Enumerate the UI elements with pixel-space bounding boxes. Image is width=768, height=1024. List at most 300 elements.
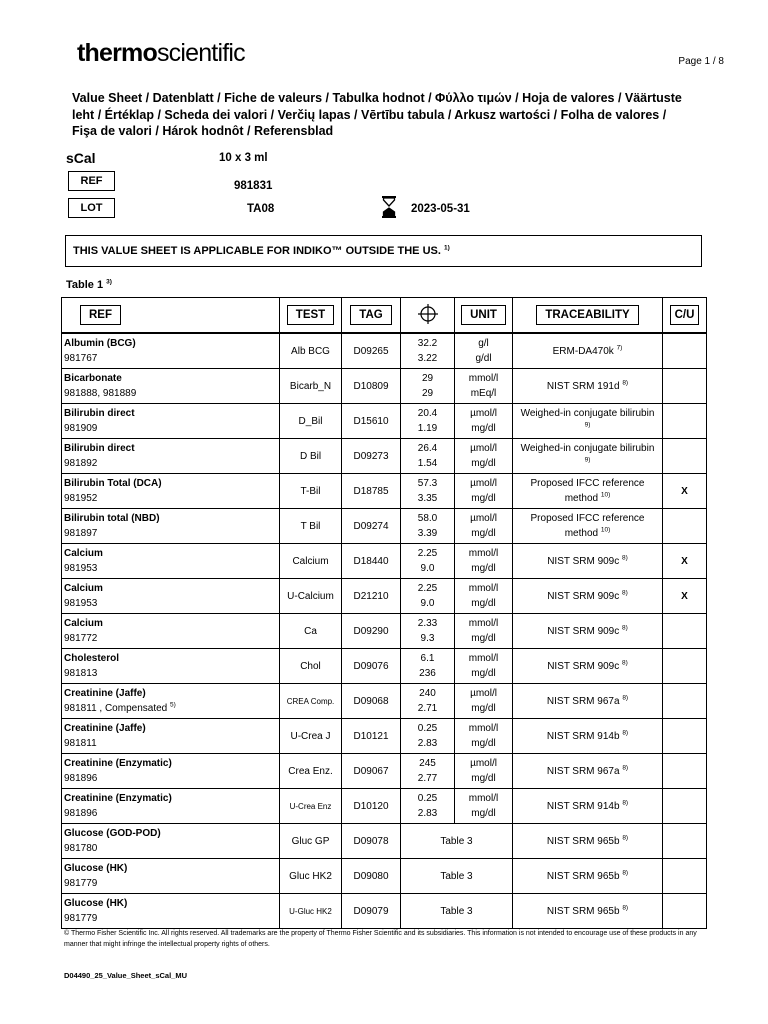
analyte-ref — [64, 876, 279, 891]
tag-cell — [342, 719, 401, 754]
table-row — [62, 474, 707, 509]
cu-cell — [663, 719, 707, 754]
test-code: Crea Enz. — [288, 765, 333, 777]
header-cu-cell — [663, 298, 707, 334]
target-value-si: 26.4 — [417, 443, 438, 454]
unit-cell — [455, 614, 513, 649]
unit-conv: mg/dl — [471, 423, 496, 434]
analyte-ref — [64, 561, 279, 576]
target-value-cell — [401, 684, 455, 719]
cu-cell — [663, 649, 707, 684]
test-code: Gluc HK2 — [289, 870, 332, 882]
unit-conv: mg/dl — [471, 703, 496, 714]
unit-si: mmol/l — [468, 653, 499, 664]
cu-cell — [663, 824, 707, 859]
traceability-text: NIST SRM 909c — [547, 660, 620, 672]
cu-cell — [663, 474, 707, 509]
tag-code: D18440 — [353, 555, 389, 567]
traceability-text: Proposed IFCC reference method — [530, 513, 645, 539]
analyte-cell — [62, 719, 280, 754]
table-row — [62, 544, 707, 579]
analyte-cell — [62, 544, 280, 579]
analyte-name: Calcium — [64, 548, 103, 559]
tag-cell — [342, 439, 401, 474]
target-value-cell — [401, 439, 455, 474]
table-row — [62, 579, 707, 614]
unit-cell — [455, 719, 513, 754]
tag-code: D15610 — [353, 415, 389, 427]
cu-cell — [663, 614, 707, 649]
table-reference: Table 3 — [440, 835, 473, 847]
header-cu: C/U — [670, 305, 700, 325]
target-value-cell — [401, 614, 455, 649]
table-row — [62, 894, 707, 929]
target-value-si: 2.33 — [417, 618, 438, 629]
unit-si: µmol/l — [470, 408, 497, 419]
target-value-si: 20.4 — [417, 408, 438, 419]
tag-code: D09290 — [353, 625, 389, 637]
traceability-text: NIST SRM 914b — [546, 730, 620, 742]
unit-cell — [455, 439, 513, 474]
header-ref-cell — [62, 298, 280, 334]
test-cell — [280, 404, 342, 439]
target-value-cell — [401, 474, 455, 509]
unit-conv: g/dl — [475, 353, 492, 364]
unit-si: g/l — [478, 338, 489, 349]
target-value-cell — [401, 649, 455, 684]
traceability-footnote: 9) — [584, 421, 591, 429]
analyte-cell — [62, 789, 280, 824]
document-id: D04490_25_Value_Sheet_sCal_MU — [64, 971, 187, 980]
cu-cell — [663, 894, 707, 929]
target-value-si: 58.0 — [417, 513, 438, 524]
tag-code: D10121 — [353, 730, 389, 742]
analyte-cell — [62, 439, 280, 474]
traceability-cell — [513, 474, 663, 509]
analyte-ref — [64, 491, 279, 506]
traceability-footnote: 10) — [600, 526, 611, 534]
traceability-cell — [513, 404, 663, 439]
test-code: Gluc GP — [291, 835, 330, 847]
test-cell — [280, 684, 342, 719]
target-value-conv: 1.19 — [417, 423, 438, 434]
test-code: Calcium — [292, 555, 329, 567]
unit-si: µmol/l — [470, 513, 497, 524]
ref-footnote: 5) — [170, 701, 176, 709]
analyte-cell — [62, 579, 280, 614]
analyte-cell — [62, 614, 280, 649]
traceability-footnote: 10) — [600, 491, 611, 499]
traceability-text: Proposed IFCC reference method — [530, 478, 645, 504]
unit-si: µmol/l — [470, 478, 497, 489]
test-code: D Bil — [299, 450, 322, 462]
unit-cell — [455, 684, 513, 719]
table-row — [62, 369, 707, 404]
target-value-conv: 2.83 — [417, 808, 438, 819]
cu-mark: X — [681, 590, 688, 602]
cu-cell — [663, 684, 707, 719]
unit-conv: mEq/l — [470, 388, 497, 399]
analyte-name: Creatinine (Jaffe) — [64, 688, 146, 699]
brand-part2: scientific — [156, 39, 245, 67]
tag-code: D09078 — [353, 835, 389, 847]
table-row — [62, 859, 707, 894]
cu-cell — [663, 789, 707, 824]
analyte-ref-number: 981779 — [64, 878, 98, 889]
analyte-ref — [64, 456, 279, 471]
target-value-conv: 3.22 — [417, 353, 438, 364]
traceability-cell — [513, 894, 663, 929]
lot-label: LOT — [68, 198, 115, 218]
target-value-conv: 3.35 — [417, 493, 438, 504]
analyte-cell — [62, 649, 280, 684]
expiry-hourglass-icon — [382, 196, 396, 223]
unit-cell — [455, 333, 513, 369]
traceability-text: NIST SRM 965b — [546, 835, 620, 847]
analyte-ref — [64, 351, 279, 366]
analyte-name: Glucose (HK) — [64, 863, 128, 874]
tag-cell — [342, 649, 401, 684]
analyte-ref-number: 981767 — [64, 353, 98, 364]
traceability-text: Weighed-in conjugate bilirubin — [520, 443, 655, 454]
page-number: Page 1 / 8 — [678, 56, 724, 67]
target-value-conv: 2.77 — [417, 773, 438, 784]
traceability-text: NIST SRM 967a — [546, 695, 620, 707]
traceability-footnote: 9) — [584, 456, 591, 464]
target-value-cell — [401, 754, 455, 789]
tag-cell — [342, 859, 401, 894]
test-cell — [280, 333, 342, 369]
tag-cell — [342, 369, 401, 404]
traceability-footnote: 8) — [622, 624, 628, 632]
cu-cell — [663, 439, 707, 474]
unit-si: mmol/l — [468, 583, 499, 594]
tag-code: D10120 — [353, 800, 389, 812]
cu-cell — [663, 544, 707, 579]
tag-cell — [342, 579, 401, 614]
unit-cell — [455, 789, 513, 824]
header-tag: TAG — [350, 305, 391, 325]
analyte-ref-number: 981811 , Compensated — [64, 703, 168, 714]
table-row — [62, 824, 707, 859]
tag-code: D10809 — [353, 380, 389, 392]
analyte-ref — [64, 806, 279, 821]
tag-cell — [342, 614, 401, 649]
tag-code: D09076 — [353, 660, 389, 672]
analyte-ref — [64, 736, 279, 751]
value-table — [61, 297, 707, 929]
product-size: 10 x 3 ml — [219, 152, 268, 164]
test-code: D_Bil — [298, 415, 323, 427]
unit-conv: mg/dl — [471, 773, 496, 784]
unit-si: mmol/l — [468, 618, 499, 629]
cu-cell — [663, 404, 707, 439]
cu-mark: X — [681, 555, 688, 567]
traceability-text: NIST SRM 965b — [546, 905, 620, 917]
target-value-cell — [401, 509, 455, 544]
analyte-ref — [64, 911, 279, 926]
analyte-cell — [62, 894, 280, 929]
analyte-name: Glucose (HK) — [64, 898, 128, 909]
applicability-notice — [65, 235, 702, 267]
traceability-cell — [513, 509, 663, 544]
test-cell — [280, 544, 342, 579]
analyte-name: Creatinine (Jaffe) — [64, 723, 146, 734]
table-row — [62, 404, 707, 439]
analyte-ref-number: 981952 — [64, 493, 98, 504]
table-row — [62, 439, 707, 474]
traceability-text: Weighed-in conjugate bilirubin — [520, 408, 655, 419]
table-row — [62, 719, 707, 754]
header-ref: REF — [80, 305, 121, 325]
analyte-ref — [64, 631, 279, 646]
analyte-ref-number: 981811 — [64, 738, 97, 749]
analyte-name: Bilirubin Total (DCA) — [64, 478, 162, 489]
target-value-si: 2.25 — [417, 583, 438, 594]
traceability-cell — [513, 754, 663, 789]
test-code: T-Bil — [300, 485, 321, 497]
analyte-cell — [62, 404, 280, 439]
test-cell — [280, 474, 342, 509]
traceability-cell — [513, 824, 663, 859]
unit-cell — [455, 509, 513, 544]
tag-code: D09068 — [353, 695, 389, 707]
test-cell — [280, 754, 342, 789]
traceability-cell — [513, 859, 663, 894]
ref-value: 981831 — [234, 180, 273, 192]
table-title — [66, 279, 112, 291]
traceability-footnote: 8) — [622, 554, 628, 562]
traceability-cell — [513, 684, 663, 719]
cu-cell — [663, 859, 707, 894]
analyte-name: Bilirubin direct — [64, 443, 135, 454]
unit-cell — [455, 544, 513, 579]
tag-code: D21210 — [353, 590, 389, 602]
header-unit: UNIT — [461, 305, 506, 325]
test-cell — [280, 369, 342, 404]
table-header-row — [62, 298, 707, 334]
test-code: Alb BCG — [291, 345, 330, 357]
traceability-cell — [513, 579, 663, 614]
unit-si: mmol/l — [468, 793, 499, 804]
unit-cell — [455, 404, 513, 439]
cu-cell — [663, 369, 707, 404]
cu-cell — [663, 754, 707, 789]
header-traceability-cell — [513, 298, 663, 334]
target-crosshair-icon — [417, 303, 439, 325]
target-value-conv: 3.39 — [417, 528, 438, 539]
analyte-ref-number: 981892 — [64, 458, 98, 469]
traceability-cell — [513, 369, 663, 404]
test-code: U-Crea Enz — [289, 801, 332, 811]
test-cell — [280, 509, 342, 544]
traceability-footnote: 8) — [622, 694, 629, 702]
unit-si: mmol/l — [468, 373, 499, 384]
traceability-footnote: 8) — [622, 904, 629, 912]
test-code: Chol — [300, 660, 321, 672]
target-value-cell — [401, 719, 455, 754]
analyte-ref-number: 981897 — [64, 528, 98, 539]
target-unit-merged-cell — [401, 859, 513, 894]
table-reference: Table 3 — [440, 870, 473, 882]
header-tag-cell — [342, 298, 401, 334]
document-title: Value Sheet / Datenblatt / Fiche de valeurs / Tabulka hodnot / Φύλλο τιμών / Hoja de valores / Väärtuste leht / Értéklap / Scheda dei valori / Verčių lapas / Vērtību tabula / Arkusz wartości / Folha de valores / Fişa de valori / Hárok hodnôt / Referensblad — [72, 91, 682, 138]
test-cell — [280, 649, 342, 684]
traceability-text: NIST SRM 909c — [547, 625, 620, 637]
test-cell — [280, 859, 342, 894]
analyte-ref — [64, 666, 279, 681]
test-code: CREA Comp. — [286, 696, 335, 706]
target-value-cell — [401, 544, 455, 579]
target-value-cell — [401, 333, 455, 369]
unit-si: µmol/l — [470, 443, 497, 454]
tag-code: D09273 — [353, 450, 389, 462]
test-cell — [280, 894, 342, 929]
table-row — [62, 614, 707, 649]
traceability-cell — [513, 719, 663, 754]
unit-conv: mg/dl — [471, 633, 496, 644]
analyte-name: Bicarbonate — [64, 373, 122, 384]
traceability-cell — [513, 789, 663, 824]
analyte-ref-number: 981909 — [64, 423, 98, 434]
tag-cell — [342, 404, 401, 439]
target-value-cell — [401, 369, 455, 404]
analyte-name: Albumin (BCG) — [64, 338, 136, 349]
tag-cell — [342, 474, 401, 509]
analyte-cell — [62, 684, 280, 719]
traceability-text: NIST SRM 914b — [546, 800, 620, 812]
traceability-text: ERM-DA470k — [552, 345, 614, 357]
target-value-conv: 9.0 — [420, 563, 435, 574]
target-value-conv: 1.54 — [417, 458, 438, 469]
traceability-footnote: 8) — [622, 869, 629, 877]
test-code: U-Crea J — [290, 730, 331, 742]
tag-cell — [342, 824, 401, 859]
test-code: U-Gluc HK2 — [289, 906, 332, 916]
tag-code: D09079 — [353, 905, 389, 917]
unit-cell — [455, 474, 513, 509]
test-cell — [280, 579, 342, 614]
target-value-conv: 9.3 — [420, 633, 435, 644]
test-code: Bicarb_N — [289, 380, 332, 392]
analyte-cell — [62, 824, 280, 859]
tag-cell — [342, 894, 401, 929]
tag-cell — [342, 789, 401, 824]
target-value-si: 57.3 — [417, 478, 438, 489]
target-value-si: 245 — [419, 758, 436, 769]
target-value-si: 6.1 — [420, 653, 435, 664]
analyte-ref-number: 981772 — [64, 633, 98, 644]
analyte-cell — [62, 369, 280, 404]
analyte-name: Creatinine (Enzymatic) — [64, 758, 172, 769]
target-value-conv: 29 — [421, 388, 434, 399]
table-title-footnote: 3) — [106, 278, 112, 286]
traceability-cell — [513, 439, 663, 474]
traceability-cell — [513, 614, 663, 649]
analyte-ref-number: 981896 — [64, 773, 98, 784]
table-reference: Table 3 — [440, 905, 473, 917]
target-value-si: 0.25 — [417, 723, 438, 734]
table-row — [62, 684, 707, 719]
traceability-cell — [513, 333, 663, 369]
analyte-ref — [64, 841, 279, 856]
tag-cell — [342, 333, 401, 369]
analyte-ref-number: 981779 — [64, 913, 98, 924]
header-test: TEST — [287, 305, 334, 325]
table-row — [62, 754, 707, 789]
traceability-footnote: 8) — [622, 659, 628, 667]
tag-code: D18785 — [353, 485, 389, 497]
cu-cell — [663, 509, 707, 544]
unit-si: mmol/l — [468, 723, 499, 734]
traceability-text: NIST SRM 909c — [547, 590, 620, 602]
traceability-footnote: 7) — [616, 344, 623, 352]
tag-cell — [342, 509, 401, 544]
traceability-footnote: 8) — [622, 799, 629, 807]
unit-cell — [455, 754, 513, 789]
unit-si: µmol/l — [470, 758, 497, 769]
traceability-footnote: 8) — [622, 729, 629, 737]
brand-part1: thermo — [77, 39, 157, 67]
analyte-ref-number: 981780 — [64, 843, 98, 854]
unit-conv: mg/dl — [471, 808, 496, 819]
analyte-ref-number: 981888, 981889 — [64, 388, 137, 399]
analyte-ref-number: 981953 — [64, 563, 98, 574]
target-value-cell — [401, 579, 455, 614]
test-code: U-Calcium — [287, 590, 334, 602]
analyte-cell — [62, 509, 280, 544]
traceability-text: NIST SRM 967a — [546, 765, 620, 777]
unit-conv: mg/dl — [471, 458, 496, 469]
target-value-conv: 2.83 — [417, 738, 438, 749]
analyte-ref — [64, 386, 279, 401]
header-traceability: TRACEABILITY — [536, 305, 638, 325]
table-title-text: Table 1 — [66, 279, 104, 291]
analyte-cell — [62, 859, 280, 894]
analyte-cell — [62, 474, 280, 509]
notice-footnote: 1) — [443, 244, 450, 252]
unit-conv: mg/dl — [471, 668, 496, 679]
unit-conv: mg/dl — [471, 738, 496, 749]
ref-label: REF — [68, 171, 115, 191]
target-value-si: 240 — [419, 688, 436, 699]
unit-cell — [455, 649, 513, 684]
tag-code: D09080 — [353, 870, 389, 882]
tag-cell — [342, 684, 401, 719]
table-row — [62, 789, 707, 824]
notice-text: THIS VALUE SHEET IS APPLICABLE FOR INDIKO™ OUTSIDE THE US. — [73, 245, 441, 257]
header-unit-cell — [455, 298, 513, 334]
product-name: sCal — [66, 150, 96, 166]
test-cell — [280, 789, 342, 824]
header-test-cell — [280, 298, 342, 334]
table-row — [62, 649, 707, 684]
traceability-footnote: 8) — [622, 764, 629, 772]
tag-code: D09265 — [353, 345, 389, 357]
traceability-text: NIST SRM 191d — [546, 380, 620, 392]
unit-si: mmol/l — [468, 548, 499, 559]
traceability-footnote: 8) — [622, 834, 629, 842]
target-unit-merged-cell — [401, 894, 513, 929]
traceability-cell — [513, 649, 663, 684]
traceability-footnote: 8) — [622, 589, 628, 597]
target-value-conv: 2.71 — [417, 703, 438, 714]
traceability-text: NIST SRM 909c — [547, 555, 620, 567]
target-value-cell — [401, 404, 455, 439]
expiry-date: 2023-05-31 — [411, 203, 470, 215]
cu-cell — [663, 579, 707, 614]
tag-cell — [342, 754, 401, 789]
